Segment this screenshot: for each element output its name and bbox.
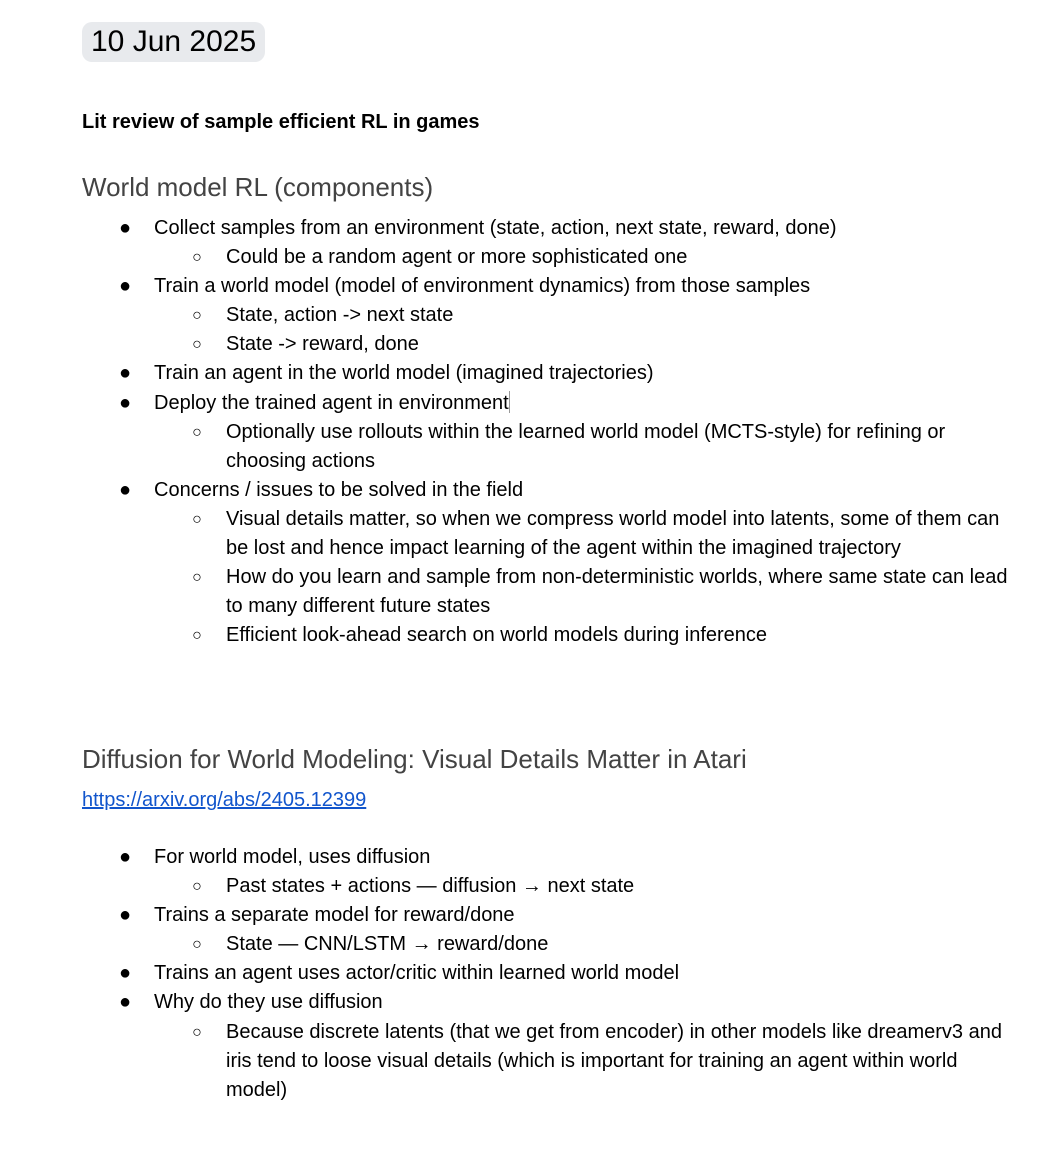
hollow-bullet-icon: ○ (192, 569, 202, 587)
list-item-text: Train an agent in the world model (imagined trajectories) (154, 362, 654, 385)
date-chip[interactable]: 10 Jun 2025 (82, 22, 265, 62)
hollow-bullet-icon: ○ (192, 423, 202, 441)
bullet-icon: ● (118, 962, 132, 985)
list-item (82, 418, 1022, 476)
hollow-bullet-icon: ○ (192, 627, 202, 645)
list-item (82, 214, 1022, 243)
list-item-text: Visual details matter, so when we compress world model into latents, some of them can be lost and hence impact learning of the agent within the imagined trajectory (226, 507, 1000, 560)
list-item (82, 1018, 1022, 1105)
list-item (82, 621, 1022, 650)
list-item (82, 563, 1022, 621)
text-cursor (509, 391, 510, 413)
hollow-bullet-icon: ○ (192, 878, 202, 896)
bullet-icon: ● (118, 904, 132, 927)
list-item (82, 243, 1022, 272)
list-item-text: Could be a random agent or more sophisticated one (226, 246, 688, 269)
bullet-icon: ● (118, 991, 132, 1014)
bullet-icon: ● (118, 846, 132, 868)
list-item-text: State, action -> next state (226, 304, 454, 327)
bullet-icon: ● (118, 362, 132, 385)
list-item-text: Because discrete latents (that we get from encoder) in other models like dreamerv3 and iris tend to loose visual details (which is important for training an agent within world model) (226, 1020, 1002, 1101)
bullet-icon: ● (118, 275, 132, 298)
list-item-text: Trains an agent uses actor/critic within learned world model (154, 962, 680, 985)
hollow-bullet-icon: ○ (192, 249, 202, 267)
list-item-text: Optionally use rollouts within the learned world model (MCTS-style) for refining or choosing actions (226, 420, 946, 472)
list-item-text: Past states + actions — diffusion → next state (226, 875, 635, 898)
section-heading-world-model-rl: World model RL (components) (82, 172, 434, 202)
bullet-icon: ● (118, 478, 132, 501)
hollow-bullet-icon: ○ (192, 1023, 202, 1041)
list-item (82, 301, 1022, 330)
list-item-text: Concerns / issues to be solved in the field (154, 478, 524, 501)
list-item-text: State — CNN/LSTM → reward/done (226, 933, 549, 956)
hollow-bullet-icon: ○ (192, 510, 202, 528)
world-model-rl-list (82, 214, 1022, 650)
list-item (82, 959, 1022, 988)
list-item (82, 330, 1022, 359)
list-item (82, 988, 1022, 1017)
list-item (82, 476, 1022, 505)
list-item-text: Deploy the trained agent in environment (154, 391, 509, 414)
list-item-text: Efficient look-ahead search on world models during inference (226, 624, 768, 647)
list-item (82, 389, 1022, 418)
list-item (82, 901, 1022, 930)
list-item-text: Why do they use diffusion (154, 991, 383, 1014)
list-item (82, 359, 1022, 388)
list-item-text: How do you learn and sample from non-deterministic worlds, where same state can lead to many different future states (226, 566, 1008, 618)
list-item-text: Train a world model (model of environment dynamics) from those samples (154, 275, 811, 298)
list-item (82, 930, 1022, 959)
list-item-text: Trains a separate model for reward/done (154, 904, 515, 927)
list-item (82, 272, 1022, 301)
list-item-text: Collect samples from an environment (state, action, next state, reward, done) (154, 217, 837, 239)
document-title: Lit review of sample efficient RL in games (82, 111, 480, 133)
bullet-icon: ● (118, 391, 132, 414)
section-heading-diffusion-world-modeling: Diffusion for World Modeling: Visual Details Matter in Atari (82, 744, 747, 774)
list-item-text: For world model, uses diffusion (154, 846, 431, 868)
hollow-bullet-icon: ○ (192, 336, 202, 354)
diffusion-list (82, 843, 1022, 1105)
hollow-bullet-icon: ○ (192, 307, 202, 325)
list-item (82, 505, 1022, 563)
bullet-icon: ● (118, 217, 132, 239)
hollow-bullet-icon: ○ (192, 936, 202, 954)
list-item-text: State -> reward, done (226, 333, 419, 356)
arxiv-link[interactable]: https://arxiv.org/abs/2405.12399 (82, 789, 367, 811)
list-item (82, 843, 1022, 872)
list-item (82, 872, 1022, 901)
